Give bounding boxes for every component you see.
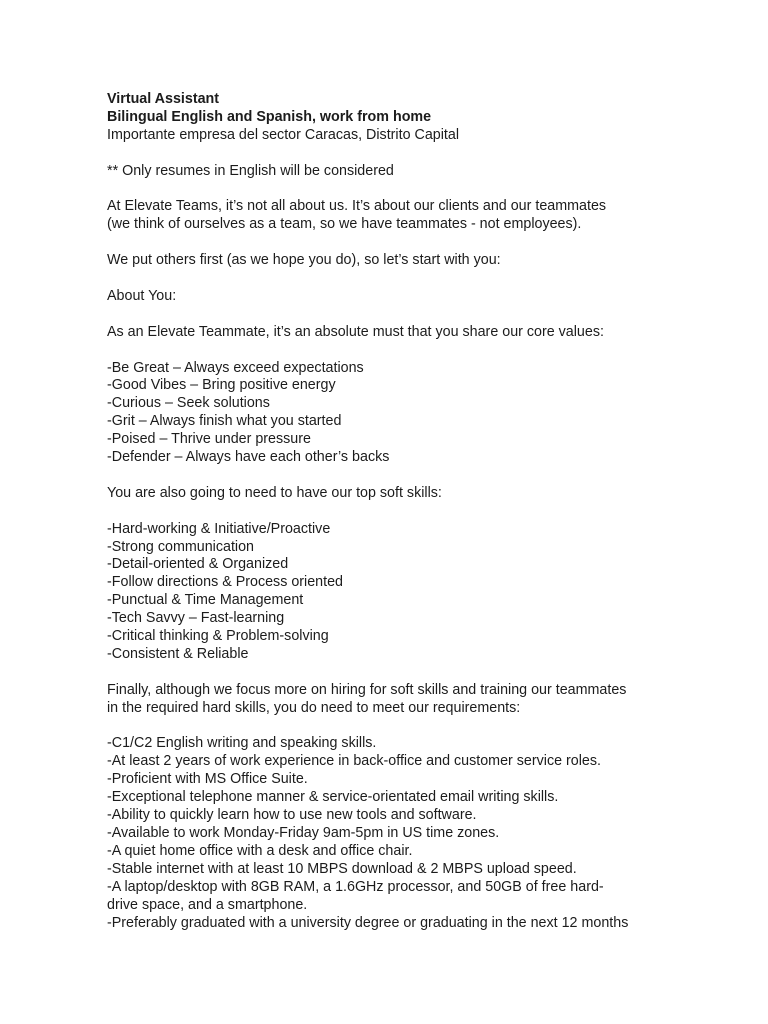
soft-skills-list: [107, 521, 737, 664]
about-you-heading: About You:: [107, 287, 177, 304]
put-others-first-paragraph: We put others first (as we hope you do), so let’s start with you:: [107, 252, 501, 269]
intro-paragraph: At Elevate Teams, it’s not all about us. It’s about our clients and our teammates (we think of ourselves as a team, so we have teammates - not employees).: [107, 198, 607, 233]
list-item: -Ability to quickly learn how to use new tools and software.: [107, 807, 477, 824]
company-location: Importante empresa del sector Caracas, Distrito Capital: [107, 126, 460, 143]
list-item: -Consistent & Reliable: [107, 645, 249, 662]
job-title: Virtual Assistant: [107, 91, 220, 107]
list-item: -A quiet home office with a desk and office chair.: [107, 842, 413, 859]
list-item: -Strong communication: [107, 538, 255, 555]
soft-skills-intro: You are also going to need to have our top soft skills:: [107, 484, 442, 501]
list-item: -Hard-working & Initiative/Proactive: [107, 520, 331, 537]
list-item: -Grit – Always finish what you started: [107, 413, 342, 430]
core-values-intro: As an Elevate Teammate, it’s an absolute must that you share our core values:: [107, 323, 604, 340]
list-item: -Follow directions & Process oriented: [107, 574, 343, 591]
list-item: -At least 2 years of work experience in back-office and customer service roles.: [107, 753, 601, 770]
list-item: -Critical thinking & Problem-solving: [107, 628, 329, 645]
posting-header: [107, 91, 737, 145]
list-item: -Stable internet with at least 10 MBPS download & 2 MBPS upload speed.: [107, 860, 577, 877]
core-values-list: [107, 360, 737, 467]
list-item: -Poised – Thrive under pressure: [107, 431, 311, 448]
job-subtitle: Bilingual English and Spanish, work from home: [107, 108, 432, 125]
resume-language-notice: ** Only resumes in English will be considered: [107, 162, 394, 179]
list-item: -A laptop/desktop with 8GB RAM, a 1.6GHz processor, and 50GB of free hard- drive space, and a smartphone.: [107, 878, 604, 913]
list-item: -Good Vibes – Bring positive energy: [107, 377, 336, 394]
list-item: -Detail-oriented & Organized: [107, 556, 289, 573]
list-item: -Available to work Monday-Friday 9am-5pm in US time zones.: [107, 825, 500, 841]
list-item: -Punctual & Time Management: [107, 592, 304, 609]
list-item: -Curious – Seek solutions: [107, 395, 270, 412]
requirements-list: [107, 735, 737, 932]
list-item: -Exceptional telephone manner & service-orientated email writing skills.: [107, 789, 559, 806]
list-item: -Be Great – Always exceed expectations: [107, 359, 364, 376]
job-posting-document: [107, 91, 737, 950]
list-item: -Tech Savvy – Fast-learning: [107, 610, 285, 627]
requirements-intro: Finally, although we focus more on hiring for soft skills and training our teammates in the required hard skills, you do need to meet our requirements:: [107, 681, 627, 716]
list-item: -C1/C2 English writing and speaking skills.: [107, 735, 377, 752]
list-item: -Preferably graduated with a university degree or graduating in the next 12 months: [107, 914, 629, 931]
list-item: -Proficient with MS Office Suite.: [107, 771, 308, 788]
list-item: -Defender – Always have each other’s backs: [107, 449, 390, 466]
